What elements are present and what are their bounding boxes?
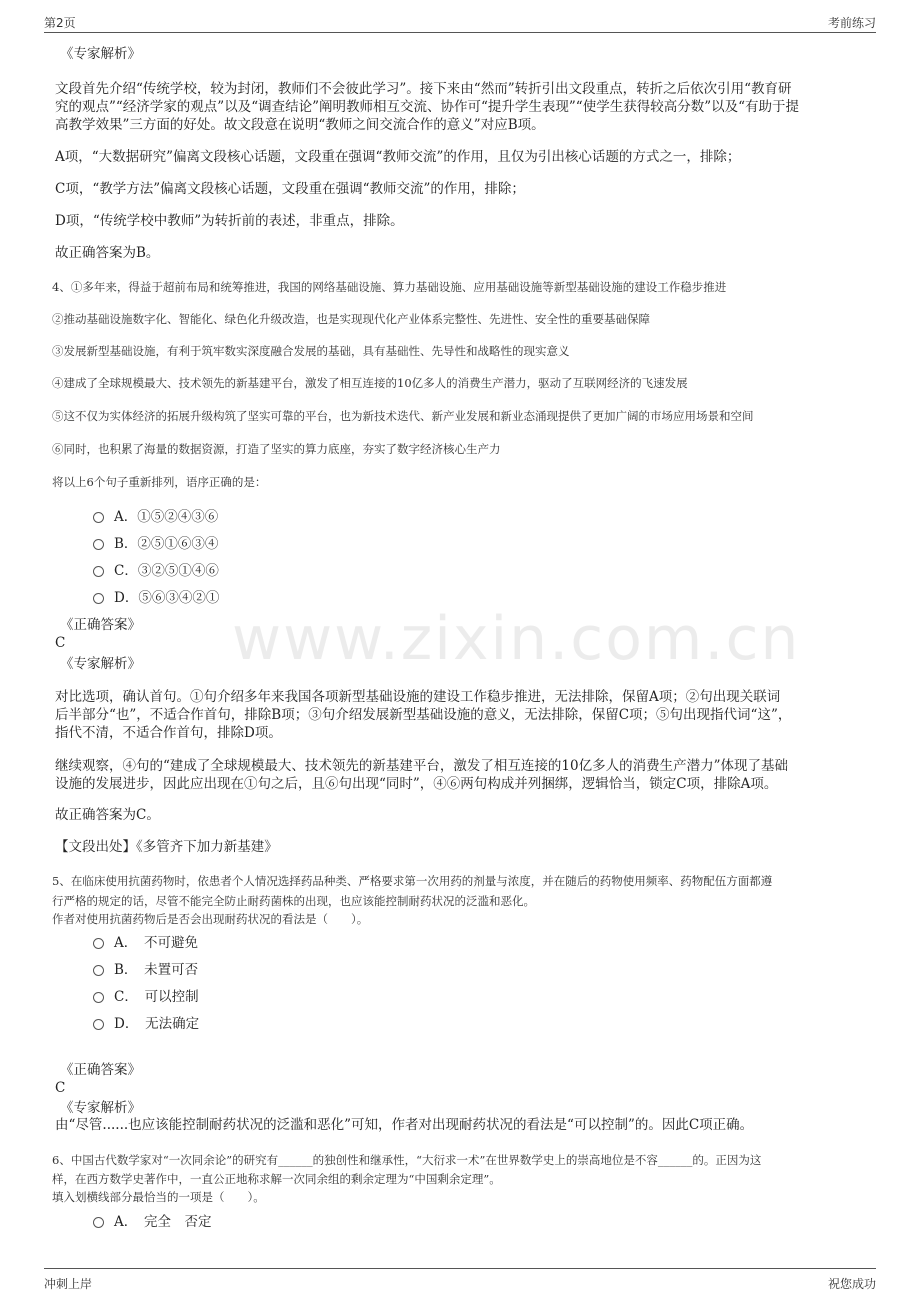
option-b[interactable]: B． 未置可否 [93, 961, 198, 979]
question-prompt: 将以上6个句子重新排列，语序正确的是： [52, 475, 267, 489]
radio-icon[interactable] [93, 965, 104, 976]
radio-icon[interactable] [93, 539, 104, 550]
radio-icon[interactable] [93, 1217, 104, 1228]
option-b[interactable]: B．②⑤①⑥③④ [93, 535, 218, 553]
radio-icon[interactable] [93, 593, 104, 604]
answer-heading: 《正确答案》 [60, 1062, 141, 1078]
answer-heading: 《正确答案》 [60, 617, 141, 633]
analysis-line: 后半部分“也”，不适合作首句，排除B项；③句介绍发展新型基础设施的意义，无法排除，保留C项；⑤句出现指代词“这”， [55, 707, 792, 723]
analysis-line: 继续观察，④句的“建成了全球规模最大、技术领先的新基建平台，激发了相互连接的10亿多人的消费生产潜力”体现了基础 [55, 758, 788, 774]
option-d[interactable]: D． 无法确定 [93, 1015, 199, 1033]
source-line: 【文段出处】《多管齐下加力新基建》 [55, 839, 278, 855]
answer-value: C [55, 1080, 66, 1096]
radio-icon[interactable] [93, 512, 104, 523]
analysis-line: 指代不清，不适合作首句，排除D项。 [55, 725, 282, 741]
radio-icon[interactable] [93, 992, 104, 1003]
option-c[interactable]: C．③②⑤①④⑥ [93, 562, 219, 580]
question-line: 6、中国古代数学家对“一次同余论”的研究有______的独创性和继承性，“大衍求一术”在世界数学史上的崇高地位是不容______的。正因为这 [52, 1153, 762, 1167]
analysis-heading: 《专家解析》 [60, 1100, 141, 1116]
option-d[interactable]: D．⑤⑥③④②① [93, 589, 219, 607]
radio-icon[interactable] [93, 1019, 104, 1030]
question-line: 5、在临床使用抗菌药物时，依患者个人情况选择药品种类、严格要求第一次用药的剂量与浓度，并在随后的药物使用频率、药物配伍方面都遵 [52, 874, 773, 888]
analysis-line: 文段首先介绍“传统学校，较为封闭，教师们不会彼此学习”。接下来由“然而”转折引出文段重点，转折之后依次引用“教育研 [55, 81, 792, 97]
question-line: ③发展新型基础设施，有利于筑牢数实深度融合发展的基础，具有基础性、先导性和战略性的现实意义 [52, 344, 570, 358]
radio-icon[interactable] [93, 938, 104, 949]
option-a[interactable]: A． 不可避免 [93, 934, 198, 952]
question-line: 行严格的规定的话，尽管不能完全防止耐药菌株的出现，也应该能控制耐药状况的泛滥和恶化。 [52, 894, 535, 908]
analysis-line: 由“尽管......也应该能控制耐药状况的泛滥和恶化”可知，作者对出现耐药状况的看法是“可以控制”的。因此C项正确。 [55, 1117, 754, 1133]
header-title: 考前练习 [827, 16, 876, 30]
footer-right-text: 祝您成功 [827, 1277, 876, 1291]
option-a[interactable]: A．①⑤②④③⑥ [93, 508, 218, 526]
radio-icon[interactable] [93, 566, 104, 577]
question-line: ⑥同时，也积累了海量的数据资源，打造了坚实的算力底座，夯实了数字经济核心生产力 [52, 442, 501, 456]
analysis-line: 高教学效果”三方面的好处。故文段意在说明“教师之间交流合作的意义”对应B项。 [55, 117, 545, 133]
answer-line: 故正确答案为C。 [55, 807, 160, 823]
question-line: 样，在西方数学史著作中，一直公正地称求解一次同余组的剩余定理为“中国剩余定理”。 [52, 1172, 501, 1186]
footer-left-text: 冲刺上岸 [44, 1277, 93, 1291]
answer-line: 故正确答案为B。 [55, 245, 160, 261]
question-line: ④建成了全球规模最大、技术领先的新基建平台，激发了相互连接的10亿多人的消费生产潜力，驱动了互联网经济的飞速发展 [52, 376, 688, 390]
option-c[interactable]: C． 可以控制 [93, 988, 199, 1006]
page-footer [44, 1268, 876, 1291]
analysis-heading: 《专家解析》 [60, 656, 141, 672]
question-line: 4、①多年来，得益于超前布局和统筹推进，我国的网络基础设施、算力基础设施、应用基础设施等新型基础设施的建设工作稳步推进 [52, 280, 727, 294]
analysis-line: 对比选项，确认首句。①句介绍多年来我国各项新型基础设施的建设工作稳步推进，无法排除，保留A项；②句出现关联词 [55, 689, 781, 705]
answer-value: C [55, 635, 66, 651]
page-header [44, 10, 876, 33]
question-prompt: 填入划横线部分最恰当的一项是（ ）。 [52, 1190, 265, 1204]
page-number: 第2页 [44, 16, 76, 30]
question-prompt: 作者对使用抗菌药物后是否会出现耐药状况的看法是（ ）。 [52, 912, 369, 926]
analysis-line: D项，“传统学校中教师”为转折前的表述，非重点，排除。 [55, 213, 404, 229]
analysis-line: 设施的发展进步，因此应出现在①句之后，且⑥句出现“同时”，④⑥两句构成并列捆绑，逻辑恰当，锁定C项，排除A项。 [55, 776, 778, 792]
question-line: ⑤这不仅为实体经济的拓展升级构筑了坚实可靠的平台，也为新技术迭代、新产业发展和新业态涌现提供了更加广阔的市场应用场景和空间 [52, 409, 754, 423]
analysis-line: A项，“大数据研究”偏离文段核心话题，文段重在强调“教师交流”的作用，且仅为引出核心话题的方式之一，排除； [55, 149, 741, 165]
option-a[interactable]: A． 完全 否定 [93, 1213, 212, 1231]
analysis-line: 究的观点”“经济学家的观点”以及“调查结论”阐明教师相互交流、协作可“提升学生表现”“使学生获得较高分数”以及“有助于提 [55, 99, 800, 115]
question-line: ②推动基础设施数字化、智能化、绿色化升级改造，也是实现现代化产业体系完整性、先进性、安全性的重要基础保障 [52, 312, 650, 326]
analysis-line: C项，“教学方法”偏离文段核心话题，文段重在强调“教师交流”的作用，排除； [55, 181, 525, 197]
watermark: www.zixin.com.cn [232, 604, 801, 674]
analysis-heading: 《专家解析》 [60, 46, 141, 62]
